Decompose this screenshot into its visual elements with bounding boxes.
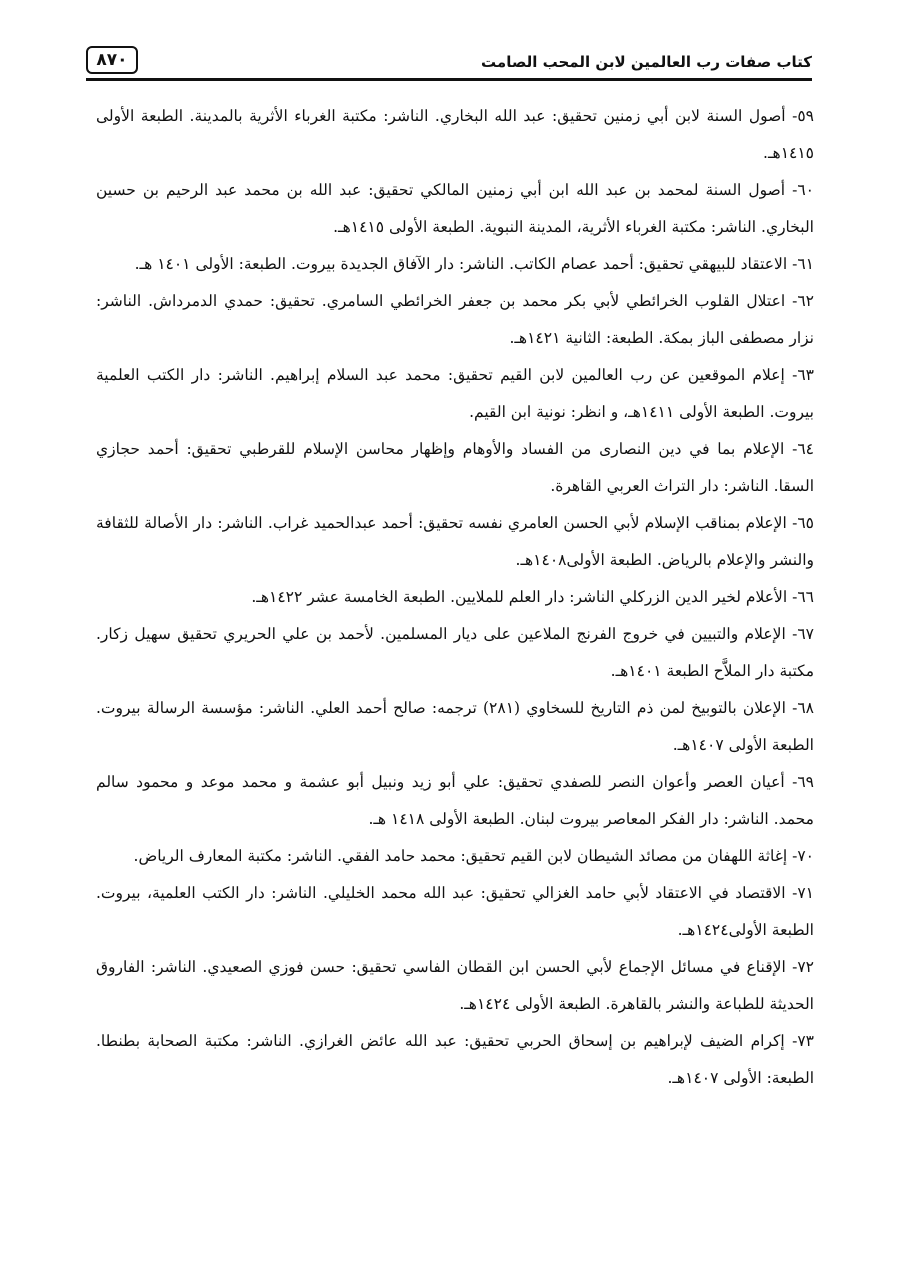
header-rule [86,78,812,81]
entry-number: ٦٧- [792,625,815,643]
entry-text: الأعلام لخير الدين الزركلي الناشر: دار العلم للملايين. الطبعة الخامسة عشر ١٤٢٢هـ. [251,588,788,606]
list-item [96,838,814,875]
list-item [96,616,814,690]
entry-text: أصول السنة لمحمد بن عبد الله ابن أبي زمنين المالكي تحقيق: عبد الله بن محمد عبد الرحيم بن حسين البخاري. الناشر: مكتبة الغرباء الأثرية، المدينة النبوية. الطبعة الأولى ١٤١٥هـ. [96,181,814,236]
entry-number: ٦٦- [792,588,814,606]
entry-number: ٦٠- [792,181,815,199]
entry-number: ٦٩- [792,773,814,791]
entry-number: ٧٣- [792,1032,814,1050]
entry-text: أصول السنة لابن أبي زمنين تحقيق: عبد الله البخاري. الناشر: مكتبة الغرباء الأثرية بالمدينة. الطبعة الأولى ١٤١٥هـ. [96,107,814,162]
entry-number: ٧٠- [792,847,814,865]
list-item [96,764,814,838]
entry-text: الإعلام بمناقب الإسلام لأبي الحسن العامري نفسه تحقيق: أحمد عبدالحميد غراب. الناشر: دار الأصالة للثقافة والنشر والإعلام بالرياض. الطبعة الأولى١٤٠٨هـ. [96,514,814,569]
entry-number: ٦٢- [792,292,814,310]
list-item [96,246,814,283]
entry-number: ٦٥- [792,514,814,532]
bibliography-list [96,98,814,1097]
entry-text: الإقناع في مسائل الإجماع لأبي الحسن ابن القطان الفاسي تحقيق: حسن فوزي الصعيدي. الناشر: الفاروق الحديثة للطباعة والنشر بالقاهرة. الطبعة الأولى ١٤٢٤هـ. [96,958,814,1013]
list-item [96,505,814,579]
list-item [96,690,814,764]
entry-text: أعيان العصر وأعوان النصر للصفدي تحقيق: علي أبو زيد ونبيل أبو عشمة و محمد موعد و محمود سالم محمد. الناشر: دار الفكر المعاصر بيروت لبنان. الطبعة الأولى ١٤١٨ هـ. [96,773,814,828]
entry-text: إعلام الموقعين عن رب العالمين لابن القيم تحقيق: محمد عبد السلام إبراهيم. الناشر: دار الكتب العلمية بيروت. الطبعة الأولى ١٤١١هـ، و انظر: نونية ابن القيم. [96,366,814,421]
entry-number: ٧١- [792,884,814,902]
entry-text: إغاثة اللهفان من مصائد الشيطان لابن القيم تحقيق: محمد حامد الفقي. الناشر: مكتبة المعارف الرياض. [133,847,788,865]
entry-number: ٧٢- [792,958,814,976]
entry-number: ٥٩- [792,107,814,125]
list-item [96,172,814,246]
list-item [96,283,814,357]
list-item [96,357,814,431]
entry-text: الإعلام والتبيين في خروج الفرنج الملاعين على ديار المسلمين. لأحمد بن علي الحريري تحقيق سهيل زكار. مكتبة دار الملاَّح الطبعة ١٤٠١هـ. [96,625,814,680]
list-item [96,579,814,616]
entry-number: ٦٤- [792,440,814,458]
list-item [96,98,814,172]
entry-text: الاقتصاد في الاعتقاد لأبي حامد الغزالي تحقيق: عبد الله محمد الخليلي. الناشر: دار الكتب العلمية، بيروت. الطبعة الأولى١٤٢٤هـ. [96,884,814,939]
list-item [96,949,814,1023]
page-header [86,40,812,82]
entry-text: الاعتقاد للبيهقي تحقيق: أحمد عصام الكاتب. الناشر: دار الآفاق الجديدة بيروت. الطبعة: الأولى ١٤٠١ هـ. [134,255,788,273]
entry-text: اعتلال القلوب الخرائطي لأبي بكر محمد بن جعفر الخرائطي السامري. تحقيق: حمدي الدمرداش. الناشر: نزار مصطفى الباز بمكة. الطبعة: الثانية ١٤٢١هـ. [96,292,814,347]
list-item [96,1023,814,1097]
entry-number: ٦١- [792,255,814,273]
entry-number: ٦٣- [792,366,814,384]
book-title: كتاب صفات رب العالمين لابن المحب الصامت [481,53,812,71]
list-item [96,431,814,505]
entry-number: ٦٨- [792,699,814,717]
list-item [96,875,814,949]
entry-text: الإعلام بما في دين النصارى من الفساد والأوهام وإظهار محاسن الإسلام للقرطبي تحقيق: أحمد حجازي السقا. الناشر: دار التراث العربي القاهرة. [96,440,814,495]
page-number: ٨٧٠ [86,46,138,74]
entry-text: الإعلان بالتوبيخ لمن ذم التاريخ للسخاوي (٢٨١) ترجمه: صالح أحمد العلي. الناشر: مؤسسة الرسالة بيروت. الطبعة الأولى ١٤٠٧هـ. [96,699,814,754]
entry-text: إكرام الضيف لإبراهيم بن إسحاق الحربي تحقيق: عبد الله عائض الغرازي. الناشر: مكتبة الصحابة بطنطا. الطبعة: الأولى ١٤٠٧هـ. [96,1032,814,1087]
